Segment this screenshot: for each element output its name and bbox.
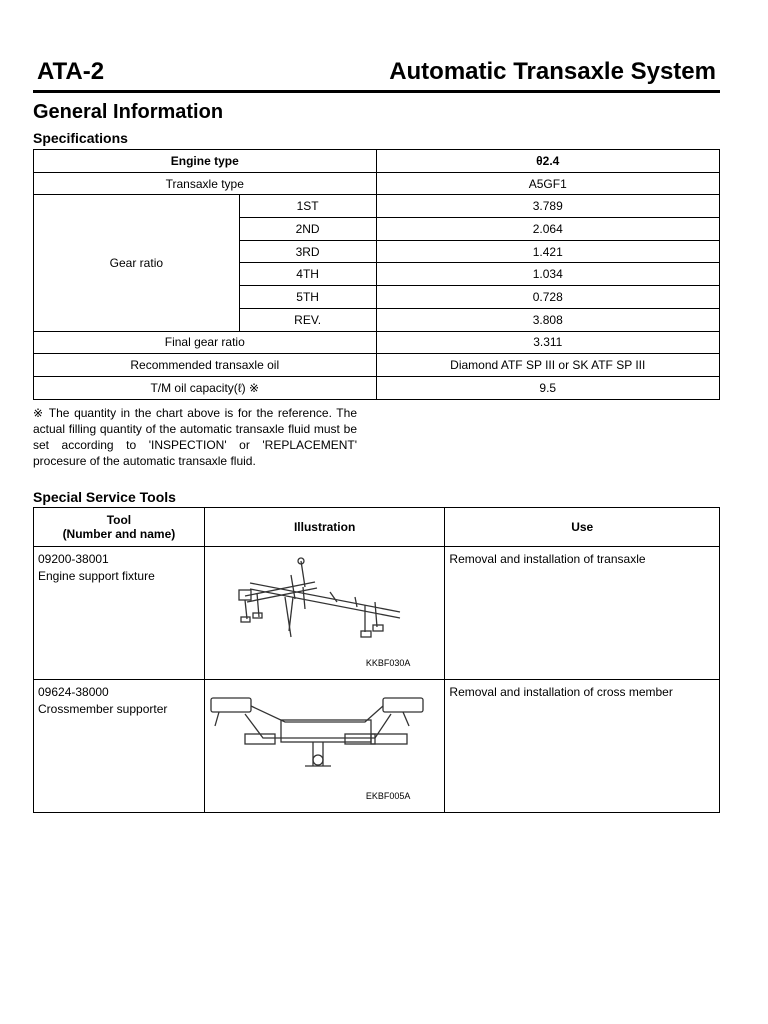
- table-header-row: [34, 508, 720, 547]
- engine-support-fixture-illustration: [205, 547, 445, 675]
- illustration-cell: [204, 680, 445, 813]
- table-row: [34, 150, 720, 173]
- gear-name: REV.: [239, 308, 376, 331]
- gear-ratio-value: 2.064: [376, 218, 719, 241]
- illustration-code: KKBF030A: [365, 658, 411, 668]
- page-number: ATA-2: [37, 58, 105, 85]
- specifications-heading: Specifications: [33, 130, 128, 146]
- section-title: General Information: [33, 101, 224, 123]
- transaxle-type-value: A5GF1: [376, 172, 719, 195]
- tool-use: Removal and installation of transaxle: [449, 552, 646, 566]
- gear-name: 3RD: [239, 240, 376, 263]
- oil-value: Diamond ATF SP III or SK ATF SP III: [376, 354, 719, 377]
- table-row: [34, 547, 720, 680]
- tool-cell: [34, 680, 205, 813]
- column-header-use: Use: [445, 508, 720, 547]
- use-cell: [445, 680, 720, 813]
- gear-ratio-value: 1.421: [376, 240, 719, 263]
- tool-number: 09200-38001: [38, 552, 109, 566]
- engine-type-label: Engine type: [34, 150, 377, 173]
- gear-ratio-label: Gear ratio: [34, 195, 240, 331]
- capacity-label: T/M oil capacity(ℓ) ※: [34, 376, 377, 399]
- table-row: [34, 680, 720, 813]
- column-header-illustration: Illustration: [204, 508, 445, 547]
- page-header: [33, 56, 720, 93]
- tool-name: Crossmember supporter: [38, 702, 168, 716]
- table-row: [34, 354, 720, 377]
- oil-label: Recommended transaxle oil: [34, 354, 377, 377]
- gear-name: 4TH: [239, 263, 376, 286]
- column-header-tool-line1: Tool: [106, 513, 132, 527]
- table-row: [34, 331, 720, 354]
- table-row: [34, 376, 720, 399]
- use-cell: [445, 547, 720, 680]
- table-row: [34, 172, 720, 195]
- column-header-tool: [34, 508, 205, 547]
- column-header-tool-line2: (Number and name): [62, 527, 176, 541]
- gear-name: 1ST: [239, 195, 376, 218]
- gear-name: 5TH: [239, 286, 376, 309]
- gear-ratio-value: 3.789: [376, 195, 719, 218]
- crossmember-supporter-illustration: [205, 680, 445, 808]
- special-tools-heading: Special Service Tools: [33, 489, 176, 505]
- special-tools-table: [33, 507, 720, 813]
- tool-use: Removal and installation of cross member: [449, 685, 673, 699]
- gear-ratio-value: 1.034: [376, 263, 719, 286]
- page-title: Automatic Transaxle System: [389, 58, 716, 85]
- illustration-code: EKBF005A: [365, 791, 411, 801]
- capacity-value: 9.5: [376, 376, 719, 399]
- specifications-table: [33, 149, 720, 400]
- reference-note: ※ The quantity in the chart above is for the reference. The actual filling quantity of the automatic transaxle fluid must be set according to 'INSPECTION' or 'REPLACEMENT' procesure of the automatic transaxle fluid.: [33, 406, 357, 468]
- illustration-cell: [204, 547, 445, 680]
- tool-cell: [34, 547, 205, 680]
- tool-number: 09624-38000: [38, 685, 109, 699]
- final-gear-value: 3.311: [376, 331, 719, 354]
- table-row: [34, 195, 720, 218]
- gear-name: 2ND: [239, 218, 376, 241]
- tool-name: Engine support fixture: [38, 569, 155, 583]
- engine-type-value: θ2.4: [376, 150, 719, 173]
- gear-ratio-value: 0.728: [376, 286, 719, 309]
- gear-ratio-value: 3.808: [376, 308, 719, 331]
- transaxle-type-label: Transaxle type: [34, 172, 377, 195]
- final-gear-label: Final gear ratio: [34, 331, 377, 354]
